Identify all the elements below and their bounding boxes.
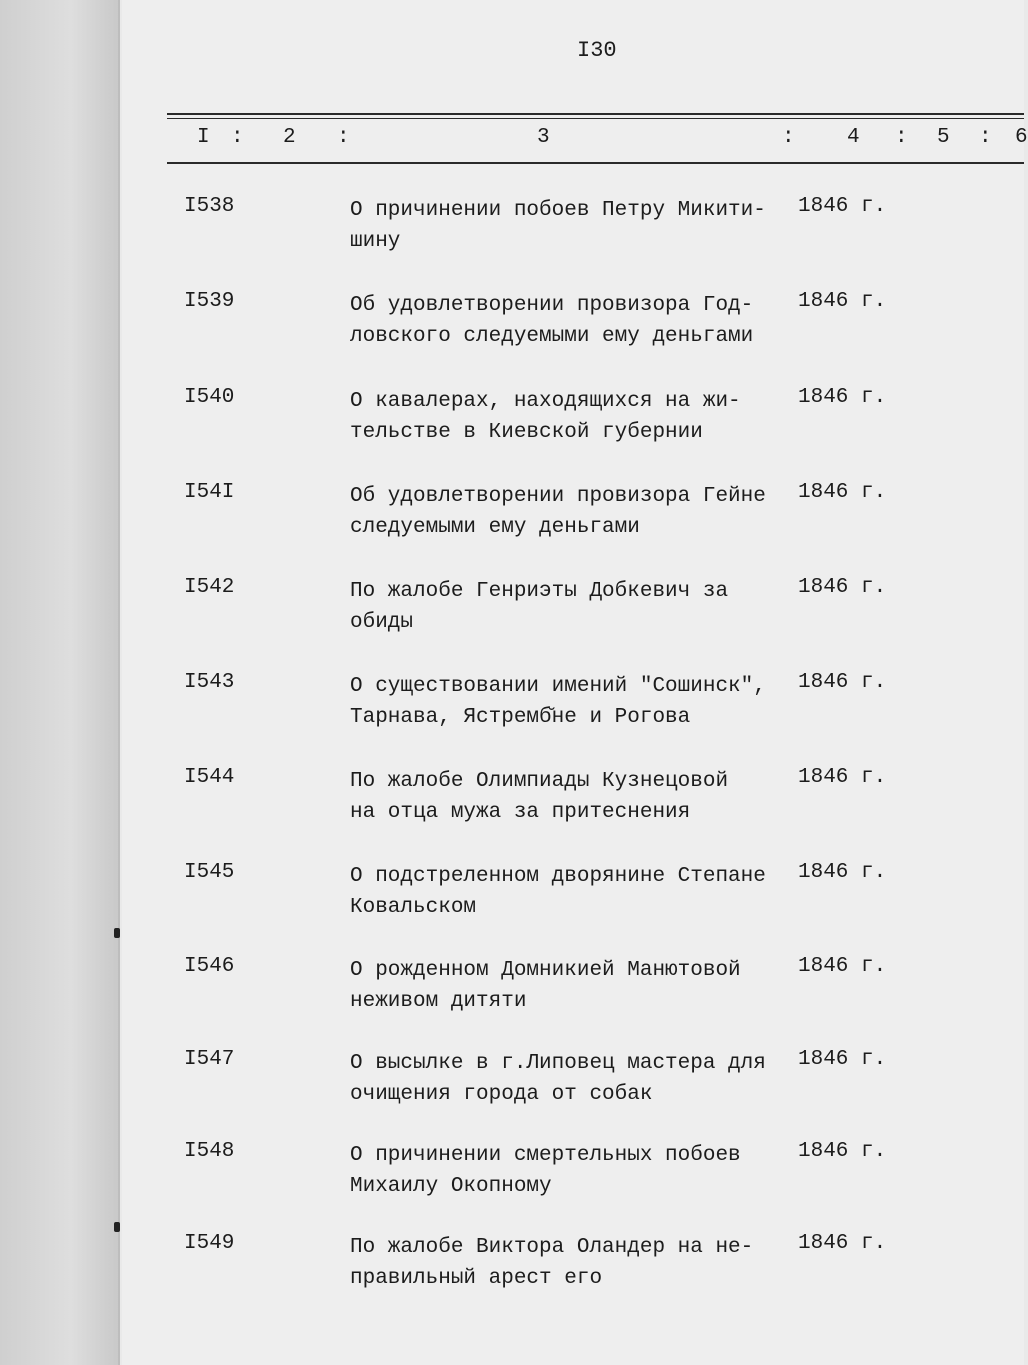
record-row bbox=[122, 1140, 1024, 1220]
record-description: По жалобе Олимпиады Кузнецовой на отца мужа за притеснения bbox=[350, 770, 729, 824]
col-6-header: 6 bbox=[1015, 126, 1028, 149]
record-year: 1846 г. bbox=[798, 481, 887, 504]
record-year: 1846 г. bbox=[798, 576, 887, 599]
record-row bbox=[122, 955, 1024, 1035]
record-row bbox=[122, 1048, 1024, 1128]
record-number: I540 bbox=[184, 386, 235, 409]
col-sep: : bbox=[979, 126, 992, 149]
record-number: I548 bbox=[184, 1140, 235, 1163]
record-number: I545 bbox=[184, 861, 235, 884]
header-top-rule bbox=[167, 113, 1024, 115]
record-description: По жалобе Генриэты Добкевич за обиды bbox=[350, 580, 729, 634]
col-5-header: 5 bbox=[937, 126, 950, 149]
record-description: По жалобе Виктора Оландер на не- правильный арест его bbox=[350, 1236, 754, 1290]
col-sep: : bbox=[895, 126, 908, 149]
record-description: О существовании имений "Сошинск", Тарнава, Ястремб̆не и Рогова bbox=[350, 675, 766, 729]
record-year: 1846 г. bbox=[798, 1140, 887, 1163]
col-sep: : bbox=[337, 126, 350, 149]
record-number: I538 bbox=[184, 195, 235, 218]
record-year: 1846 г. bbox=[798, 955, 887, 978]
record-year: 1846 г. bbox=[798, 195, 887, 218]
record-year: 1846 г. bbox=[798, 386, 887, 409]
record-number: I54I bbox=[184, 481, 235, 504]
col-sep: : bbox=[231, 126, 244, 149]
record-description: Об удовлетворении провизора Год- ловского следуемыми ему деньгами bbox=[350, 294, 754, 348]
record-row bbox=[122, 861, 1024, 941]
record-row bbox=[122, 671, 1024, 751]
binding-mark bbox=[114, 1222, 120, 1232]
adjacent-page-edge bbox=[0, 0, 120, 1365]
col-3-header: 3 bbox=[537, 126, 550, 149]
record-number: I547 bbox=[184, 1048, 235, 1071]
record-number: I542 bbox=[184, 576, 235, 599]
record-description: О рожденном Домникией Манютовой неживом дитяти bbox=[350, 959, 741, 1013]
record-description: О причинении смертельных побоев Михаилу Окопному bbox=[350, 1144, 741, 1198]
record-number: I544 bbox=[184, 766, 235, 789]
document-page bbox=[122, 0, 1028, 1365]
record-description: Об удовлетворении провизора Гейне следуемыми ему деньгами bbox=[350, 485, 766, 539]
record-description: О подстреленном дворянине Степане Ковальском bbox=[350, 865, 766, 919]
record-year: 1846 г. bbox=[798, 1232, 887, 1255]
binding-mark bbox=[114, 928, 120, 938]
record-number: I543 bbox=[184, 671, 235, 694]
record-row bbox=[122, 576, 1024, 656]
record-description: О кавалерах, находящихся на жи- тельстве в Киевской губернии bbox=[350, 390, 741, 444]
record-year: 1846 г. bbox=[798, 671, 887, 694]
record-number: I539 bbox=[184, 290, 235, 313]
record-year: 1846 г. bbox=[798, 290, 887, 313]
column-header-row bbox=[167, 126, 1028, 156]
record-number: I549 bbox=[184, 1232, 235, 1255]
header-top-rule-thin bbox=[167, 118, 1024, 119]
col-1-header: I bbox=[197, 126, 210, 149]
col-sep: : bbox=[782, 126, 795, 149]
record-row bbox=[122, 386, 1024, 466]
record-year: 1846 г. bbox=[798, 861, 887, 884]
page-number: I30 bbox=[577, 38, 617, 63]
record-row bbox=[122, 1232, 1024, 1312]
record-row bbox=[122, 195, 1024, 275]
record-row bbox=[122, 290, 1024, 370]
record-row bbox=[122, 481, 1024, 561]
header-bottom-rule bbox=[167, 162, 1024, 164]
record-description: О причинении побоев Петру Микити- шину bbox=[350, 199, 766, 253]
record-row bbox=[122, 766, 1024, 846]
record-description: О высылке в г.Липовец мастера для очищения города от собак bbox=[350, 1052, 766, 1106]
record-year: 1846 г. bbox=[798, 1048, 887, 1071]
col-4-header: 4 bbox=[847, 126, 860, 149]
record-number: I546 bbox=[184, 955, 235, 978]
record-year: 1846 г. bbox=[798, 766, 887, 789]
col-2-header: 2 bbox=[283, 126, 296, 149]
